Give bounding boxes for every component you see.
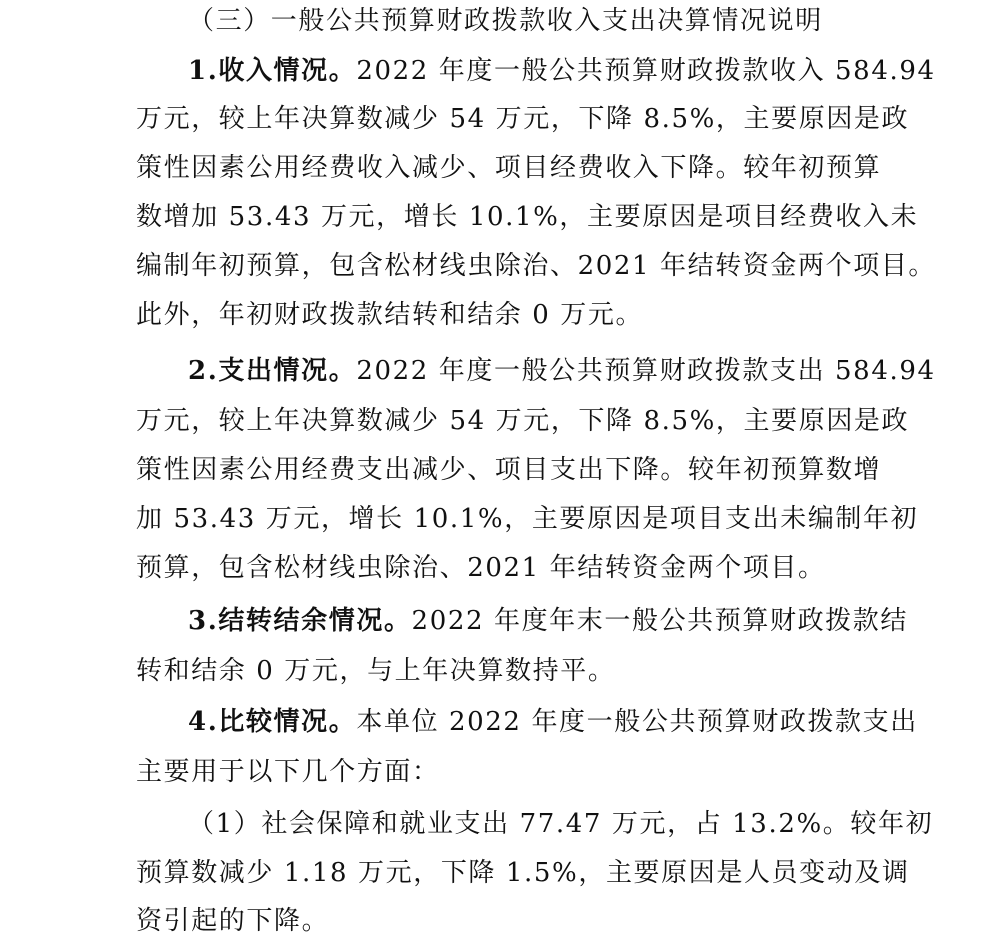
- item1-paragraph-line-1: （1）社会保障和就业支出 77.47 万元，占 13.2%。较年初: [188, 809, 934, 839]
- comparison-paragraph-line-2: 主要用于以下几个方面：: [136, 757, 440, 787]
- income-paragraph-line-1: [188, 56, 936, 86]
- expense-paragraph-line-3: 策性因素公用经费支出减少、项目支出下降。较年初预算数增: [136, 455, 882, 485]
- income-paragraph-line-3: 策性因素公用经费收入减少、项目经费收入下降。较年初预算: [136, 153, 882, 183]
- comparison-text: 本单位 2022 年度一般公共预算财政拨款支出: [356, 707, 918, 737]
- comparison-paragraph-line-1: [188, 707, 918, 737]
- income-paragraph-line-2: 万元，较上年决算数减少 54 万元，下降 8.5%，主要原因是政: [136, 104, 910, 134]
- expense-paragraph-line-5: 预算，包含松材线虫除治、2021 年结转资金两个项目。: [136, 553, 826, 583]
- income-label: 1.收入情况。: [188, 56, 357, 86]
- expense-text: 2022 年度一般公共预算财政拨款支出 584.94: [356, 356, 936, 386]
- expense-paragraph-line-4: 加 53.43 万元，增长 10.1%，主要原因是项目支出未编制年初: [136, 504, 919, 534]
- carryover-text: 2022 年度年末一般公共预算财政拨款结: [411, 606, 908, 636]
- carryover-paragraph-line-2: 转和结余 0 万元，与上年决算数持平。: [136, 656, 616, 686]
- income-paragraph-line-6: 此外，年初财政拨款结转和结余 0 万元。: [136, 300, 644, 330]
- item1-paragraph-line-2: 预算数减少 1.18 万元，下降 1.5%，主要原因是人员变动及调: [136, 858, 910, 888]
- carryover-label: 3.结转结余情况。: [188, 606, 412, 636]
- carryover-paragraph-line-1: [188, 606, 908, 636]
- expense-paragraph-line-1: [188, 356, 936, 386]
- income-text: 2022 年度一般公共预算财政拨款收入 584.94: [356, 56, 936, 86]
- income-paragraph-line-4: 数增加 53.43 万元，增长 10.1%，主要原因是项目经费收入未: [136, 202, 919, 232]
- item1-paragraph-line-3: 资引起的下降。: [136, 906, 330, 936]
- section-title: （三）一般公共预算财政拨款收入支出决算情况说明: [188, 6, 823, 36]
- expense-label: 2.支出情况。: [188, 356, 357, 386]
- comparison-label: 4.比较情况。: [188, 707, 357, 737]
- income-paragraph-line-5: 编制年初预算，包含松材线虫除治、2021 年结转资金两个项目。: [136, 251, 937, 281]
- expense-paragraph-line-2: 万元，较上年决算数减少 54 万元，下降 8.5%，主要原因是政: [136, 406, 910, 436]
